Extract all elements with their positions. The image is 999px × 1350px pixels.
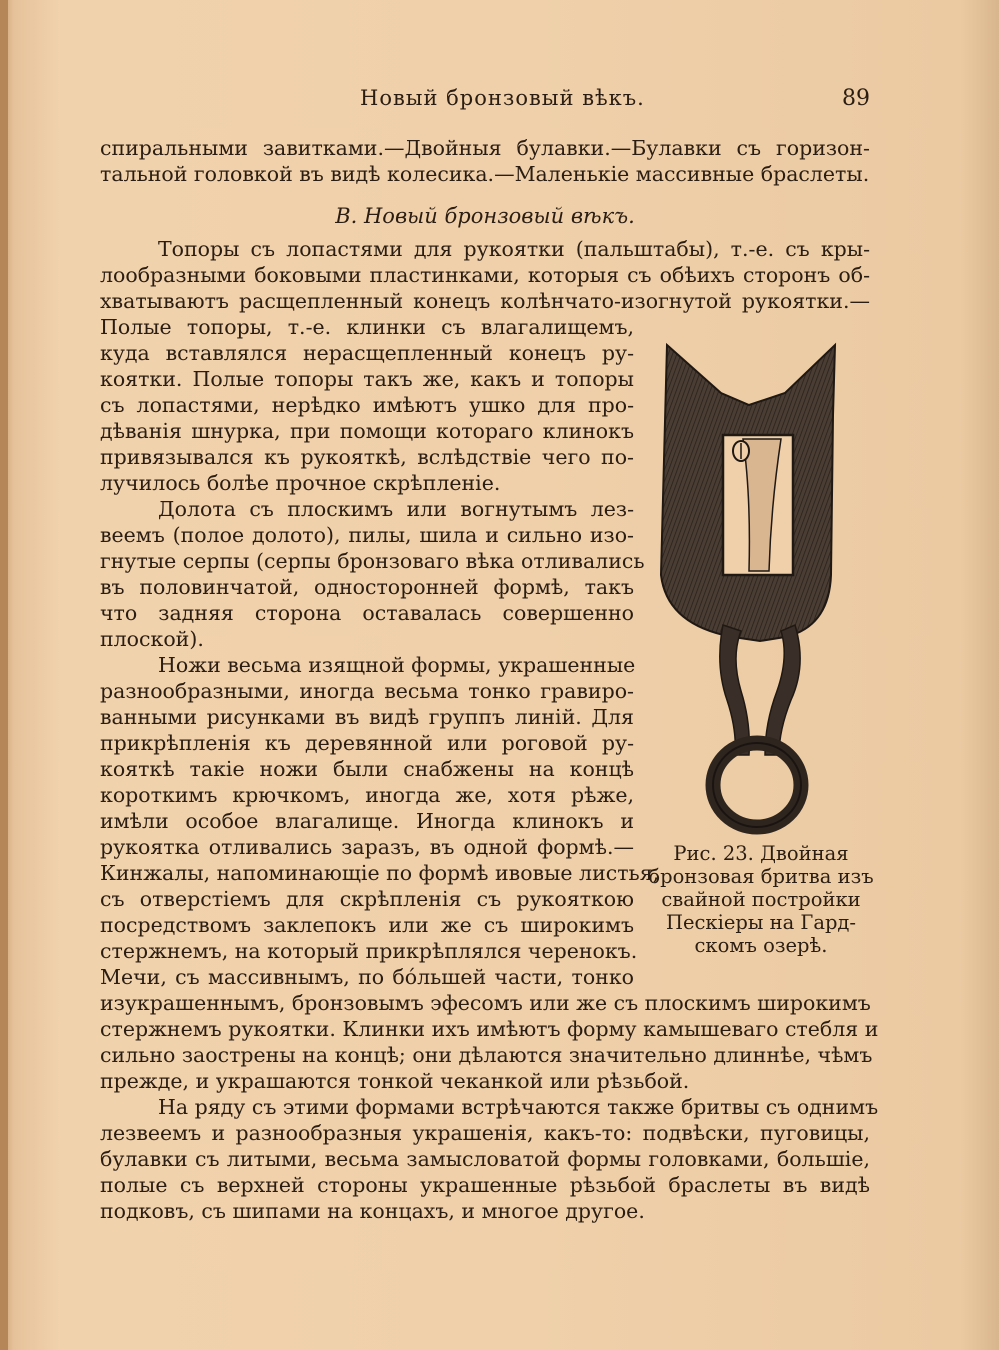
- section-heading: B. Новый бронзовый вѣкъ.: [335, 204, 635, 228]
- razor-illustration: [645, 335, 875, 840]
- text-line: рукоятка отливались заразъ, въ одной формѣ.—: [100, 835, 634, 859]
- text-line: Кинжалы, напоминающіе по формѣ ивовые листья,: [100, 861, 660, 885]
- text-line: лучилось болѣе прочное скрѣпленіе.: [100, 471, 501, 495]
- text-line: хватываютъ расщепленный конецъ колѣнчато-изогнутой рукоятки.—: [100, 289, 870, 313]
- text-line: съ отверстіемъ для скрѣпленія съ рукояткою: [100, 887, 634, 911]
- text-line: привязывался къ рукояткѣ, вслѣдствіе чего по-: [100, 445, 634, 469]
- text-line: куда вставлялся нерасщепленный конецъ ру-: [100, 341, 634, 365]
- text-line: въ половинчатой, односторонней формѣ, такъ: [100, 575, 634, 599]
- text-line: стержнемъ, на который прикрѣплялся черенокъ.: [100, 939, 638, 963]
- text-line: Долота съ плоскимъ или вогнутымъ лез-: [158, 497, 634, 521]
- text-line: коятки. Полые топоры такъ же, какъ и топоры: [100, 367, 634, 391]
- text-line: веемъ (полое долото), пилы, шила и сильно изо-: [100, 523, 634, 547]
- text-line: дѣванія шнурка, при помощи котораго клинокъ: [100, 419, 634, 443]
- text-line: ванными рисунками въ видѣ группъ линій. Для: [100, 705, 634, 729]
- page-header: [100, 86, 872, 118]
- text-line: Мечи, съ массивнымъ, по бо́льшей части, тонко: [100, 965, 634, 989]
- text-line: прикрѣпленія къ деревянной или роговой ру-: [100, 731, 634, 755]
- text-line: плоской).: [100, 627, 204, 651]
- text-line: Ножи весьма изящной формы, украшенные: [158, 653, 636, 677]
- text-line: Полые топоры, т.-е. клинки съ влагалищемъ,: [100, 315, 634, 339]
- text-line: лообразными боковыми пластинками, которыя съ обѣихъ сторонъ об-: [100, 263, 870, 287]
- caption-line: бронзовая бритва изъ: [648, 865, 874, 888]
- text-line: полые съ верхней стороны украшенные рѣзьбой браслеты въ видѣ: [100, 1173, 870, 1197]
- text-line: короткимъ крючкомъ, иногда же, хотя рѣже,: [100, 783, 634, 807]
- text-line: съ лопастями, нерѣдко имѣютъ ушко для про-: [100, 393, 634, 417]
- text-line: посредствомъ заклепокъ или же съ широкимъ: [100, 913, 634, 937]
- text-line: Топоры съ лопастями для рукоятки (пальштабы), т.-е. съ кры-: [158, 237, 870, 261]
- text-line: На ряду съ этими формами встрѣчаются также бритвы съ однимъ: [158, 1095, 879, 1119]
- bronze-razor-engraving: [645, 335, 875, 840]
- text-line: булавки съ литыми, весьма замысловатой формы головками, большіе,: [100, 1147, 870, 1171]
- text-line: прежде, и украшаются тонкой чеканкой или рѣзьбой.: [100, 1069, 690, 1093]
- text-line: сильно заострены на концѣ; они дѣлаются значительно длиннѣе, чѣмъ: [100, 1043, 873, 1067]
- text-line: лезвеемъ и разнообразныя украшенія, какъ-то: подвѣски, пуговицы,: [100, 1121, 870, 1145]
- text-line: тальной головкой въ видѣ колесика.—Маленькіе массивные браслеты.: [100, 162, 870, 186]
- page-edge: [0, 0, 8, 1350]
- text-line: стержнемъ рукоятки. Клинки ихъ имѣютъ форму камышеваго стебля и: [100, 1017, 879, 1041]
- text-line: подковъ, съ шипами на концахъ, и многое другое.: [100, 1199, 645, 1223]
- text-line: спиральными завитками.—Двойныя булавки.—Булавки съ горизон-: [100, 136, 870, 160]
- caption-line: скомъ озерѣ.: [694, 934, 828, 957]
- text-line: кояткѣ такіе ножи были снабжены на концѣ: [100, 757, 634, 781]
- caption-line: Рис. 23. Двойная: [673, 842, 849, 865]
- text-line: имѣли особое влагалище. Иногда клинокъ и: [100, 809, 634, 833]
- running-title: Новый бронзовый вѣкъ.: [360, 86, 645, 110]
- text-line: разнообразными, иногда весьма тонко гравиро-: [100, 679, 634, 703]
- text-line: гнутые серпы (серпы бронзоваго вѣка отливались: [100, 549, 645, 573]
- figure-caption: [648, 842, 874, 957]
- page-number: 89: [842, 86, 870, 111]
- text-line: изукрашеннымъ, бронзовымъ эфесомъ или же съ плоскимъ широкимъ: [100, 991, 871, 1015]
- caption-line: свайной постройки: [661, 888, 861, 911]
- text-line: что задняя сторона оставалась совершенно: [100, 601, 634, 625]
- caption-line: Пескіеры на Гард-: [665, 911, 857, 934]
